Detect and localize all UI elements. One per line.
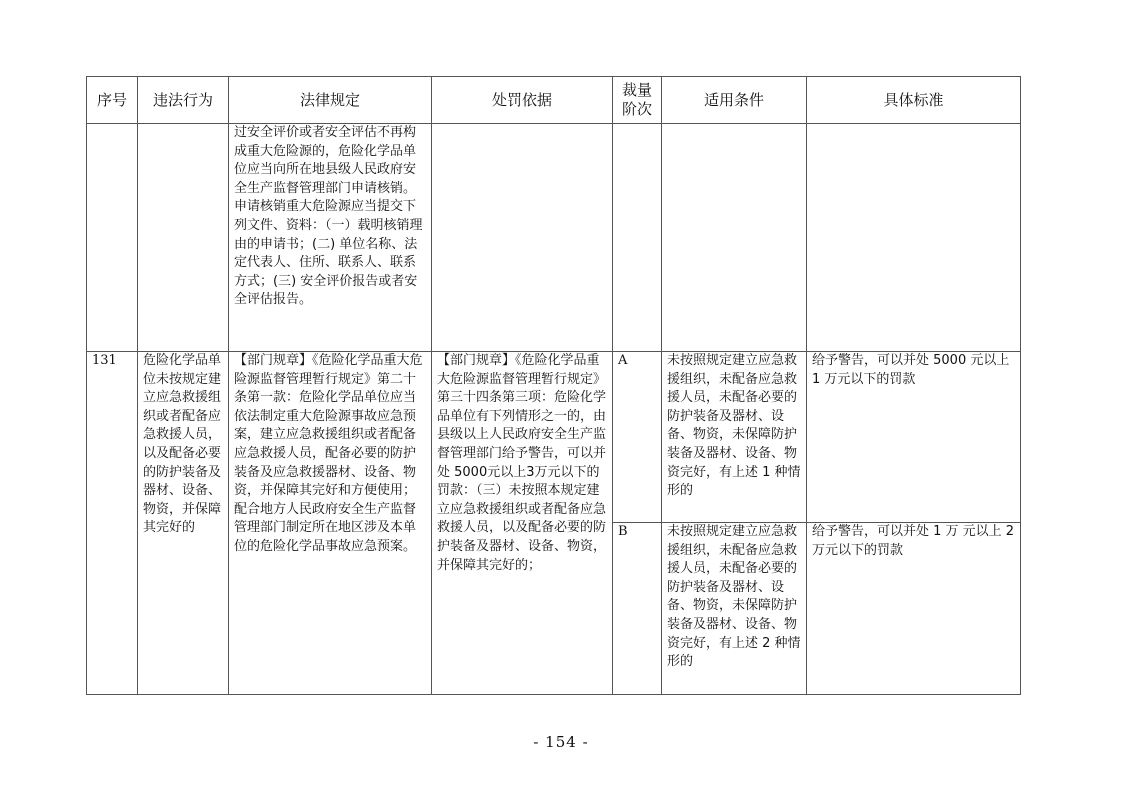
continuation-basis-cell xyxy=(432,124,613,352)
violation-cell: 危险化学品单位未按规定建立应急救援组织或者配备应急救援人员，以及配备必要的防护装备及器材、设备、物资，并保障其完好的 xyxy=(138,352,229,695)
header-no: 序号 xyxy=(87,77,138,124)
page-number: - 154 - xyxy=(533,733,589,751)
continuation-law-paragraph-1: 过安全评价或者安全评估不再构成重大危险源的，危险化学品单位应当向所在地县级人民政府安全生产监督管理部门申请核销。 xyxy=(234,125,417,196)
regulation-table xyxy=(86,76,1021,695)
header-level: 裁量阶次 xyxy=(613,77,662,124)
header-basis: 处罚依据 xyxy=(432,77,613,124)
condition-a-cell: 未按照规定建立应急救援组织，未配备应急救援人员，未配备必要的防护装备及器材、设备、物资，未保障防护装备及器材、设备、物资完好，有上述 1 种情形的 xyxy=(662,352,807,523)
continuation-condition-cell xyxy=(662,124,807,352)
header-condition: 适用条件 xyxy=(662,77,807,124)
table-row xyxy=(87,352,1021,523)
continuation-no-cell xyxy=(87,124,138,352)
continuation-standard-cell xyxy=(807,124,1021,352)
condition-b-cell: 未按照规定建立应急救援组织，未配备应急救援人员，未配备必要的防护装备及器材、设备、物资，未保障防护装备及器材、设备、物资完好，有上述 2 种情形的 xyxy=(662,523,807,695)
basis-cell: 【部门规章】《危险化学品重大危险源监督管理暂行规定》第三十四条第三项：危险化学品单位有下列情形之一的，由县级以上人民政府安全生产监督管理部门给予警告，可以并处 5000元以上3万元以下的罚款：（三）未按照本规定建立应急救援组织或者配备应急救援人员，以及配备必要的防护装备及器材、设备、物资，并保障其完好的； xyxy=(432,352,613,695)
header-row xyxy=(87,77,1021,124)
standard-a-cell: 给予警告，可以并处 5000 元以上 1 万元以下的罚款 xyxy=(807,352,1021,523)
table-header xyxy=(87,77,1021,124)
header-standard: 具体标准 xyxy=(807,77,1021,124)
standard-b-cell: 给予警告，可以并处 1 万 元以上 2 万元以下的罚款 xyxy=(807,523,1021,695)
law-cell: 【部门规章】《危险化学品重大危险源监督管理暂行规定》第二十条第一款：危险化学品单位应当依法制定重大危险源事故应急预案，建立应急救援组织或者配备应急救援人员，配备必要的防护装备及应急救援器材、设备、物资，并保障其完好和方便使用；配合地方人民政府安全生产监督管理部门制定所在地区涉及本单位的危险化学品事故应急预案。 xyxy=(229,352,432,695)
continuation-level-cell xyxy=(613,124,662,352)
header-law: 法律规定 xyxy=(229,77,432,124)
header-violation: 违法行为 xyxy=(138,77,229,124)
continuation-law-cell xyxy=(229,124,432,352)
continuation-row xyxy=(87,124,1021,352)
continuation-law-paragraph-2: 申请核销重大危险源应当提交下列文件、资料：（一）载明核销理由的申请书；(二) 单位名称、法定代表人、住所、联系人、联系方式；(三) 安全评价报告或者安全评估报告。 xyxy=(234,199,423,308)
level-a-cell: A xyxy=(613,352,662,523)
level-b-cell: B xyxy=(613,523,662,695)
row-number: 131 xyxy=(87,352,138,695)
continuation-violation-cell xyxy=(138,124,229,352)
